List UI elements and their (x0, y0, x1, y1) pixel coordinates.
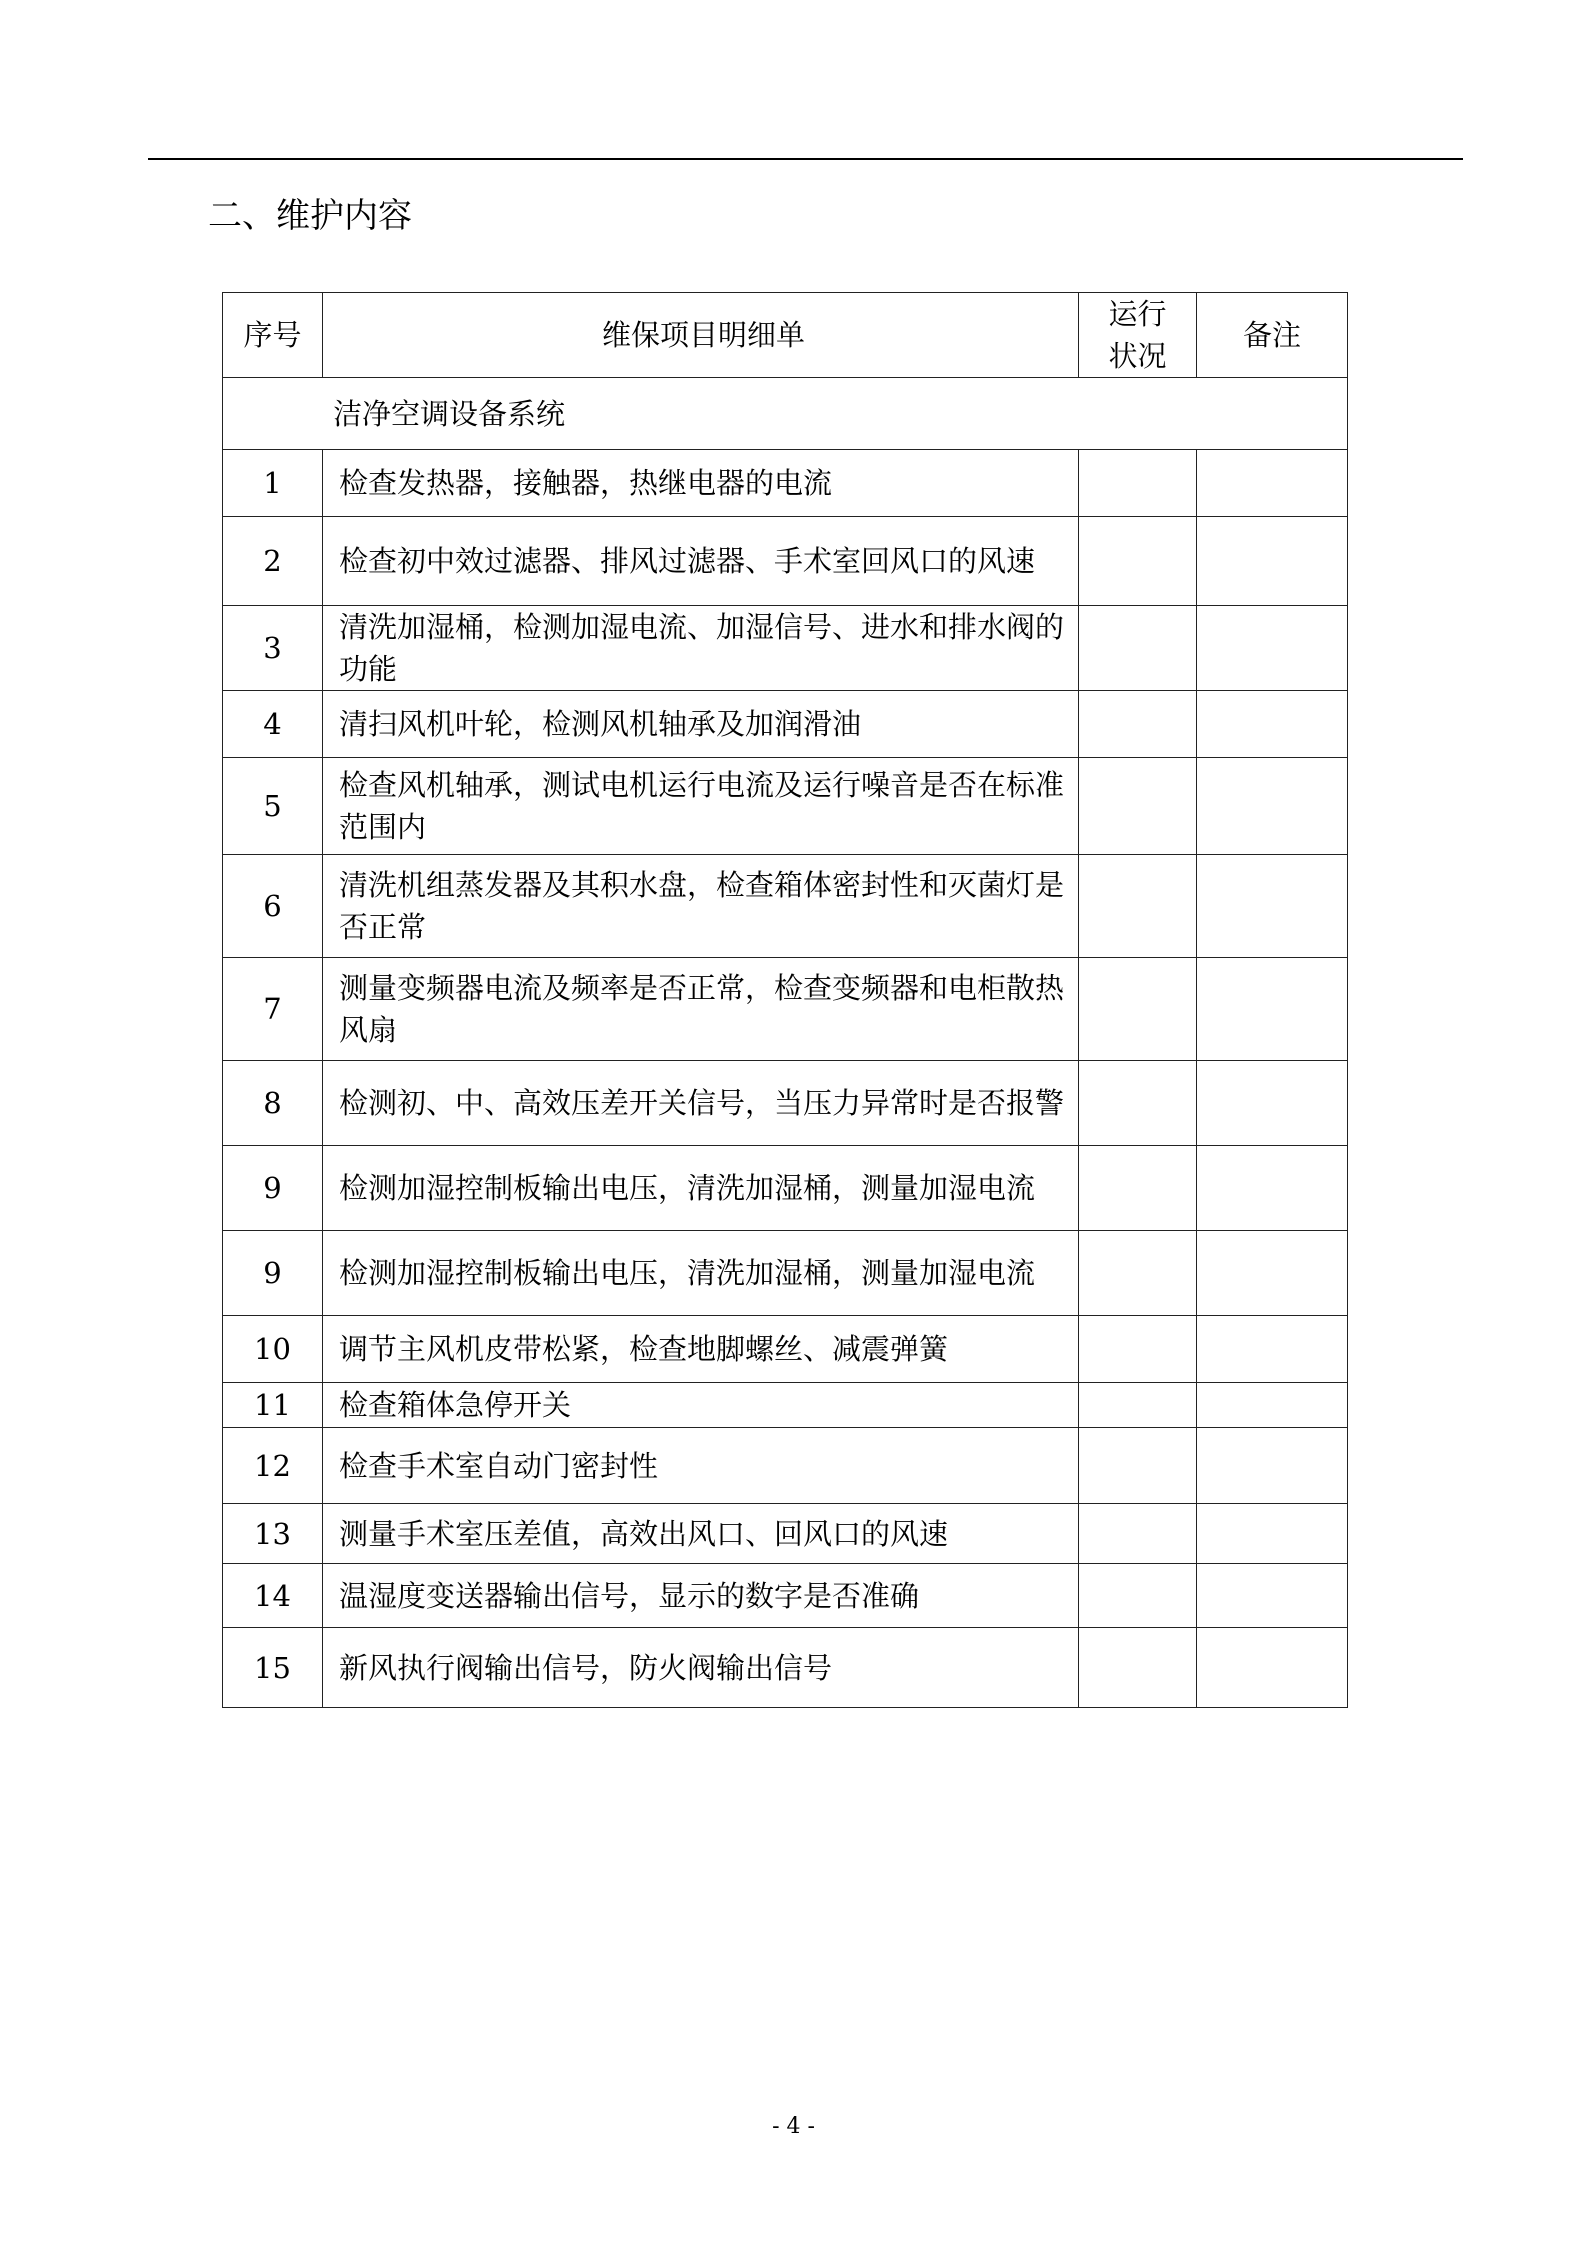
row-item: 检查手术室自动门密封性 (323, 1428, 1079, 1504)
table-row (223, 517, 1348, 606)
row-remark (1197, 1504, 1348, 1564)
row-item: 测量变频器电流及频率是否正常，检查变频器和电柜散热风扇 (323, 958, 1079, 1061)
row-number: 13 (223, 1504, 323, 1564)
row-remark (1197, 1628, 1348, 1708)
row-remark (1197, 1316, 1348, 1383)
table-row (223, 958, 1348, 1061)
row-item: 检查箱体急停开关 (323, 1383, 1079, 1428)
row-status (1079, 855, 1197, 958)
header-status (1079, 293, 1197, 378)
row-status (1079, 1383, 1197, 1428)
header-no: 序号 (223, 293, 323, 378)
row-item: 检测加湿控制板输出电压，清洗加湿桶，测量加湿电流 (323, 1146, 1079, 1231)
table-row (223, 1428, 1348, 1504)
row-number: 15 (223, 1628, 323, 1708)
row-remark (1197, 1231, 1348, 1316)
row-status (1079, 1564, 1197, 1628)
row-remark (1197, 958, 1348, 1061)
table-row (223, 1316, 1348, 1383)
row-status (1079, 1504, 1197, 1564)
header-item: 维保项目明细单 (323, 293, 1079, 378)
row-number: 8 (223, 1061, 323, 1146)
row-status (1079, 1146, 1197, 1231)
table-row (223, 1564, 1348, 1628)
table-row (223, 1146, 1348, 1231)
row-number: 2 (223, 517, 323, 606)
row-number: 9 (223, 1231, 323, 1316)
row-item: 检测加湿控制板输出电压，清洗加湿桶，测量加湿电流 (323, 1231, 1079, 1316)
row-number: 14 (223, 1564, 323, 1628)
row-status (1079, 691, 1197, 758)
header-status-line1: 运行 (1108, 297, 1167, 331)
row-remark (1197, 1061, 1348, 1146)
row-item: 检查初中效过滤器、排风过滤器、手术室回风口的风速 (323, 517, 1079, 606)
row-number: 3 (223, 606, 323, 691)
row-remark (1197, 758, 1348, 855)
row-status (1079, 517, 1197, 606)
row-number: 10 (223, 1316, 323, 1383)
table-row (223, 1061, 1348, 1146)
row-number: 1 (223, 450, 323, 517)
row-remark (1197, 606, 1348, 691)
header-remark: 备注 (1197, 293, 1348, 378)
row-number: 4 (223, 691, 323, 758)
row-remark (1197, 1383, 1348, 1428)
row-number: 6 (223, 855, 323, 958)
section-row (223, 378, 1348, 450)
row-item: 检查风机轴承，测试电机运行电流及运行噪音是否在标准范围内 (323, 758, 1079, 855)
row-remark (1197, 691, 1348, 758)
row-status (1079, 758, 1197, 855)
table-row (223, 1231, 1348, 1316)
row-number: 5 (223, 758, 323, 855)
table-row (223, 758, 1348, 855)
table-body (223, 450, 1348, 1708)
header-status-line2: 状况 (1108, 339, 1167, 373)
header-rule (148, 158, 1463, 160)
row-item: 清洗加湿桶，检测加湿电流、加湿信号、进水和排水阀的功能 (323, 606, 1079, 691)
row-number: 12 (223, 1428, 323, 1504)
table-row (223, 691, 1348, 758)
table-row (223, 450, 1348, 517)
page-number: - 4 - (772, 2114, 815, 2139)
row-status (1079, 1231, 1197, 1316)
row-status (1079, 1316, 1197, 1383)
row-item: 检查发热器，接触器，热继电器的电流 (323, 450, 1079, 517)
table-row (223, 1628, 1348, 1708)
table-row (223, 855, 1348, 958)
row-item: 新风执行阀输出信号，防火阀输出信号 (323, 1628, 1079, 1708)
row-item: 清扫风机叶轮，检测风机轴承及加润滑油 (323, 691, 1079, 758)
table-row (223, 1383, 1348, 1428)
row-item: 检测初、中、高效压差开关信号，当压力异常时是否报警 (323, 1061, 1079, 1146)
row-item: 测量手术室压差值，高效出风口、回风口的风速 (323, 1504, 1079, 1564)
table-row (223, 606, 1348, 691)
row-status (1079, 450, 1197, 517)
section-label: 洁净空调设备系统 (223, 378, 1348, 450)
row-status (1079, 1628, 1197, 1708)
row-status (1079, 958, 1197, 1061)
row-remark (1197, 1428, 1348, 1504)
row-number: 9 (223, 1146, 323, 1231)
row-remark (1197, 855, 1348, 958)
row-item: 温湿度变送器输出信号，显示的数字是否准确 (323, 1564, 1079, 1628)
row-remark (1197, 1564, 1348, 1628)
table-row (223, 1504, 1348, 1564)
row-remark (1197, 517, 1348, 606)
row-item: 清洗机组蒸发器及其积水盘，检查箱体密封性和灭菌灯是否正常 (323, 855, 1079, 958)
section-title: 二、维护内容 (208, 196, 412, 236)
table-header-row (223, 293, 1348, 378)
row-item: 调节主风机皮带松紧，检查地脚螺丝、减震弹簧 (323, 1316, 1079, 1383)
row-status (1079, 1428, 1197, 1504)
row-status (1079, 1061, 1197, 1146)
row-status (1079, 606, 1197, 691)
row-number: 11 (223, 1383, 323, 1428)
row-remark (1197, 450, 1348, 517)
maintenance-table (222, 292, 1348, 1708)
row-remark (1197, 1146, 1348, 1231)
row-number: 7 (223, 958, 323, 1061)
